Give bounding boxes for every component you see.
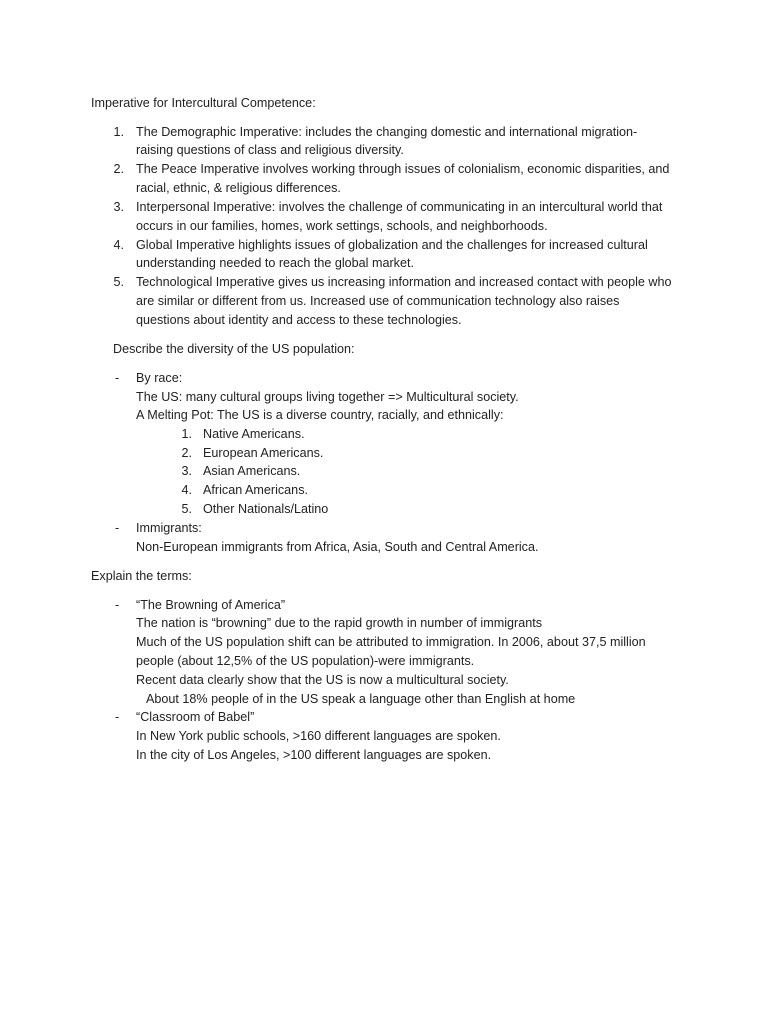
browning-line-1: The nation is “browning” due to the rapid growth in number of immigrants [136, 616, 543, 630]
race-group-4: African Americans. [203, 483, 308, 497]
race-group-2: European Americans. [203, 446, 324, 460]
immigrants-line-1: Non-European immigrants from Africa, Asia, South and Central America. [136, 540, 539, 554]
imperative-2-line-1: The Peace Imperative involves working through issues of colonialism, economic disparities, and [136, 162, 670, 176]
browning-dash: - [115, 598, 120, 612]
race-dash: - [115, 371, 120, 385]
race-group-2-marker: 2. [181, 446, 192, 460]
race-line-2: A Melting Pot: The US is a diverse country, racially, and ethnically: [136, 408, 504, 422]
browning-line-2: Much of the US population shift can be attributed to immigration. In 2006, about 37,5 million [136, 635, 646, 649]
imperative-1-line-2: raising questions of class and religious diversity. [136, 143, 404, 157]
race-label: By race: [136, 371, 183, 385]
imperative-1-marker: 1. [113, 125, 124, 139]
race-group-3-marker: 3. [181, 464, 192, 478]
imperative-2-marker: 2. [113, 162, 124, 176]
immigrants-label: Immigrants: [136, 521, 202, 535]
imperative-2-line-2: racial, ethnic, & religious differences. [136, 181, 341, 195]
race-group-3: Asian Americans. [203, 464, 301, 478]
browning-line-3: people (about 12,5% of the US population)-were immigrants. [136, 654, 475, 668]
race-group-1: Native Americans. [203, 427, 305, 441]
imperative-5-line-3: questions about identity and access to these technologies. [136, 313, 462, 327]
imperative-4-line-2: understanding needed to reach the global market. [136, 256, 414, 270]
heading-terms: Explain the terms: [91, 569, 192, 583]
babel-dash: - [115, 710, 120, 724]
babel-label: “Classroom of Babel” [136, 710, 255, 724]
imperative-3-line-2: occurs in our families, homes, work settings, schools, and neighborhoods. [136, 219, 548, 233]
imperative-5-marker: 5. [113, 275, 124, 289]
imperative-5-line-1: Technological Imperative gives us increasing information and increased contact with people who [136, 275, 672, 289]
race-group-5-marker: 5. [181, 502, 192, 516]
imperative-5-line-2: are similar or different from us. Increased use of communication technology also raises [136, 294, 620, 308]
imperative-4-line-1: Global Imperative highlights issues of globalization and the challenges for increased cultural [136, 238, 648, 252]
race-line-1: The US: many cultural groups living together => Multicultural society. [136, 390, 519, 404]
race-group-5: Other Nationals/Latino [203, 502, 329, 516]
babel-line-2: In the city of Los Angeles, >100 different languages are spoken. [136, 748, 492, 762]
browning-indented-line: About 18% people of in the US speak a language other than English at home [146, 692, 576, 706]
imperative-3-marker: 3. [113, 200, 124, 214]
race-group-1-marker: 1. [181, 427, 192, 441]
imperative-1-line-1: The Demographic Imperative: includes the changing domestic and international migration- [136, 125, 638, 139]
imperative-4-marker: 4. [113, 238, 124, 252]
heading-imperative: Imperative for Intercultural Competence: [91, 96, 316, 110]
imperative-3-line-1: Interpersonal Imperative: involves the challenge of communicating in an intercultural world that [136, 200, 663, 214]
browning-label: “The Browning of America” [136, 598, 286, 612]
race-group-4-marker: 4. [181, 483, 192, 497]
immigrants-dash: - [115, 521, 120, 535]
babel-line-1: In New York public schools, >160 different languages are spoken. [136, 729, 501, 743]
heading-diversity: Describe the diversity of the US population: [113, 342, 355, 356]
browning-line-4: Recent data clearly show that the US is now a multicultural society. [136, 673, 509, 687]
